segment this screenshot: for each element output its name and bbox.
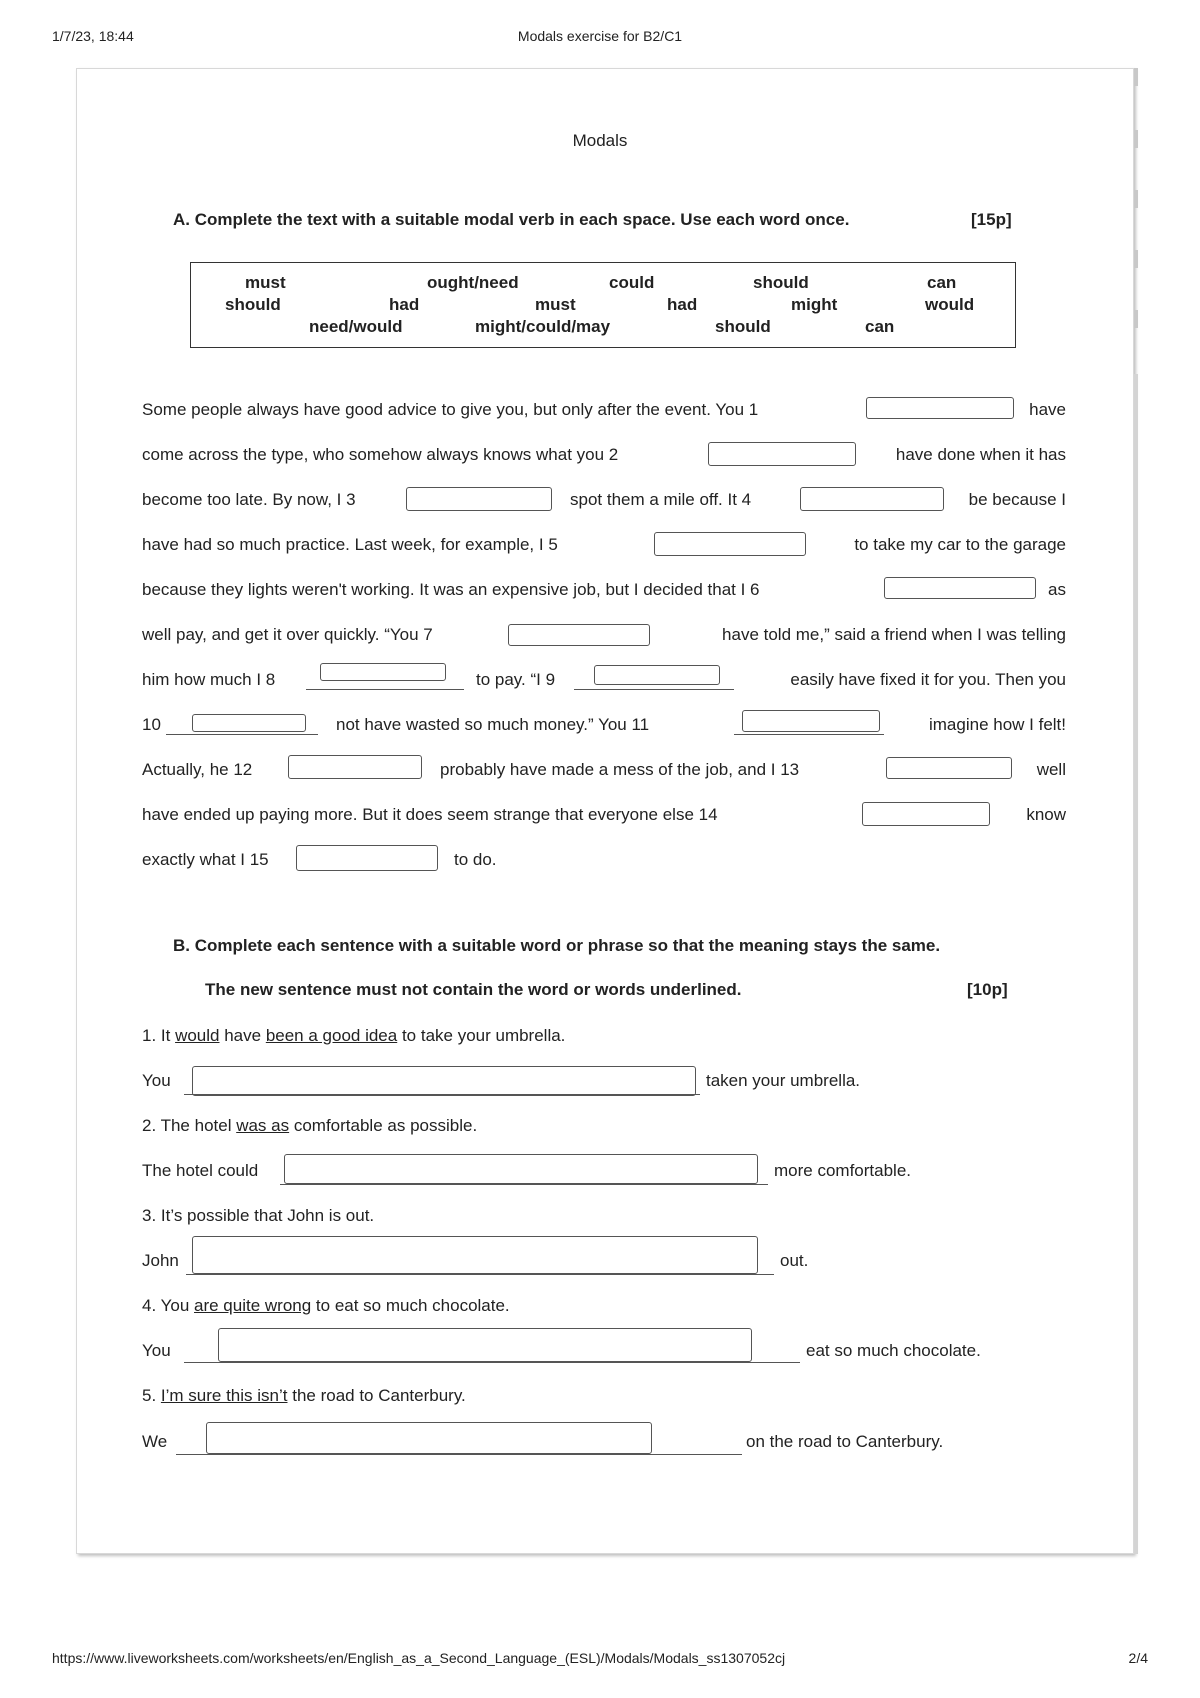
word-bank-item: might/could/may (475, 317, 611, 336)
transformation-answer-3[interactable] (192, 1236, 758, 1274)
word-bank-item: had (667, 295, 698, 314)
passage-line: have had so much practice. Last week, for example, I 5 to take my car to the garage (142, 534, 1066, 556)
transformation-answer-5[interactable] (206, 1422, 652, 1454)
word-bank (190, 262, 1016, 348)
answer-blank-14[interactable] (862, 802, 990, 826)
question-4: 4. You are quite wrong to eat so much chocolate. (142, 1296, 510, 1315)
word-bank-item: had (389, 295, 420, 314)
answer-blank-10[interactable] (192, 714, 306, 732)
section-b-points: [10p] (967, 980, 1008, 999)
section-b-instruction-line-2: The new sentence must not contain the word or words underlined. [10p] (205, 980, 1008, 999)
answer-blank-9[interactable] (594, 665, 720, 685)
answer-blank-15[interactable] (296, 845, 438, 871)
word-bank-item: should (715, 317, 771, 336)
word-bank-item: might (791, 295, 838, 314)
scroll-indicator (1134, 68, 1140, 1558)
section-a-instruction (173, 210, 1012, 230)
worksheet-title: Modals (572, 131, 628, 150)
section-a-instruction-text: A. Complete the text with a suitable modal verb in each space. Use each word once. (173, 210, 850, 229)
section-b-instruction: B. Complete each sentence with a suitable word or phrase so that the meaning stays the same. (173, 936, 941, 955)
passage-line: Some people always have good advice to give you, but only after the event. You 1 have (142, 399, 1066, 421)
word-bank-item: should (753, 273, 809, 292)
passage-line: have ended up paying more. But it does seem strange that everyone else 14 know (142, 804, 1066, 826)
passage-line: because they lights weren't working. It was an expensive job, but I decided that I 6 as (142, 579, 1066, 601)
transformation-answer-2[interactable] (284, 1154, 758, 1184)
passage-line: well pay, and get it over quickly. “You 7 have told me,” said a friend when I was telling (142, 625, 1066, 644)
question-5: 5. I’m sure this isn’t the road to Canterbury. (142, 1386, 466, 1405)
section-a-points: [15p] (971, 210, 1012, 229)
print-url: https://www.liveworksheets.com/worksheets/en/English_as_a_Second_Language_(ESL)/Modals/Modals_ss1307052cj (52, 1650, 786, 1666)
answer-blank-13[interactable] (886, 757, 1012, 779)
question-1: 1. It would have been a good idea to take your umbrella. (142, 1026, 566, 1045)
word-bank-item: could (609, 273, 655, 292)
passage-line: Actually, he 12 probably have made a mess of the job, and I 13 well (142, 759, 1066, 781)
answer-line-4: You (142, 1341, 171, 1360)
word-bank-item: need/would (309, 317, 403, 336)
answer-blank-4[interactable] (800, 487, 944, 511)
answer-blank-12[interactable] (288, 755, 422, 779)
word-bank-item: should (225, 295, 281, 314)
question-3: 3. It’s possible that John is out. (142, 1206, 375, 1225)
question-2: 2. The hotel was as comfortable as possible. (142, 1116, 478, 1135)
passage-line: 10 not have wasted so much money.” You 11 imagine how I felt! (142, 714, 1066, 736)
passage-line: him how much I 8 to pay. “I 9 easily have fixed it for you. Then you (142, 669, 1066, 691)
word-bank-item: would (925, 295, 975, 314)
print-page-title: Modals exercise for B2/C1 (517, 28, 683, 44)
answer-line-5: We (142, 1432, 168, 1451)
transformation-answer-1[interactable] (192, 1066, 696, 1096)
print-datetime: 1/7/23, 18:44 (52, 28, 134, 44)
print-page-number: 2/4 (1128, 1650, 1148, 1666)
answer-blank-6[interactable] (884, 577, 1036, 599)
passage-line: exactly what I 15 to do. (142, 849, 1066, 871)
answer-line-2: The hotel could (142, 1161, 259, 1180)
word-bank-item: must (245, 273, 286, 292)
word-bank-item: must (535, 295, 576, 314)
answer-blank-11[interactable] (742, 710, 880, 732)
passage-line: become too late. By now, I 3 spot them a mile off. It 4 be because I (142, 489, 1066, 511)
answer-blank-2[interactable] (708, 442, 856, 466)
answer-line-1: You (142, 1071, 171, 1090)
passage-line: come across the type, who somehow always knows what you 2 have done when it has (142, 444, 1066, 466)
answer-line-3: John (142, 1251, 179, 1270)
word-bank-item: ought/need (427, 273, 519, 292)
answer-blank-1[interactable] (866, 397, 1014, 419)
answer-blank-8[interactable] (320, 663, 446, 681)
transformation-answer-4[interactable] (218, 1328, 752, 1362)
answer-blank-5[interactable] (654, 532, 806, 556)
print-footer (52, 1650, 1148, 1670)
answer-blank-7[interactable] (508, 624, 650, 646)
word-bank-item: can (927, 273, 957, 292)
print-header (52, 28, 1148, 48)
word-bank-item: can (865, 317, 895, 336)
answer-blank-3[interactable] (406, 487, 552, 511)
